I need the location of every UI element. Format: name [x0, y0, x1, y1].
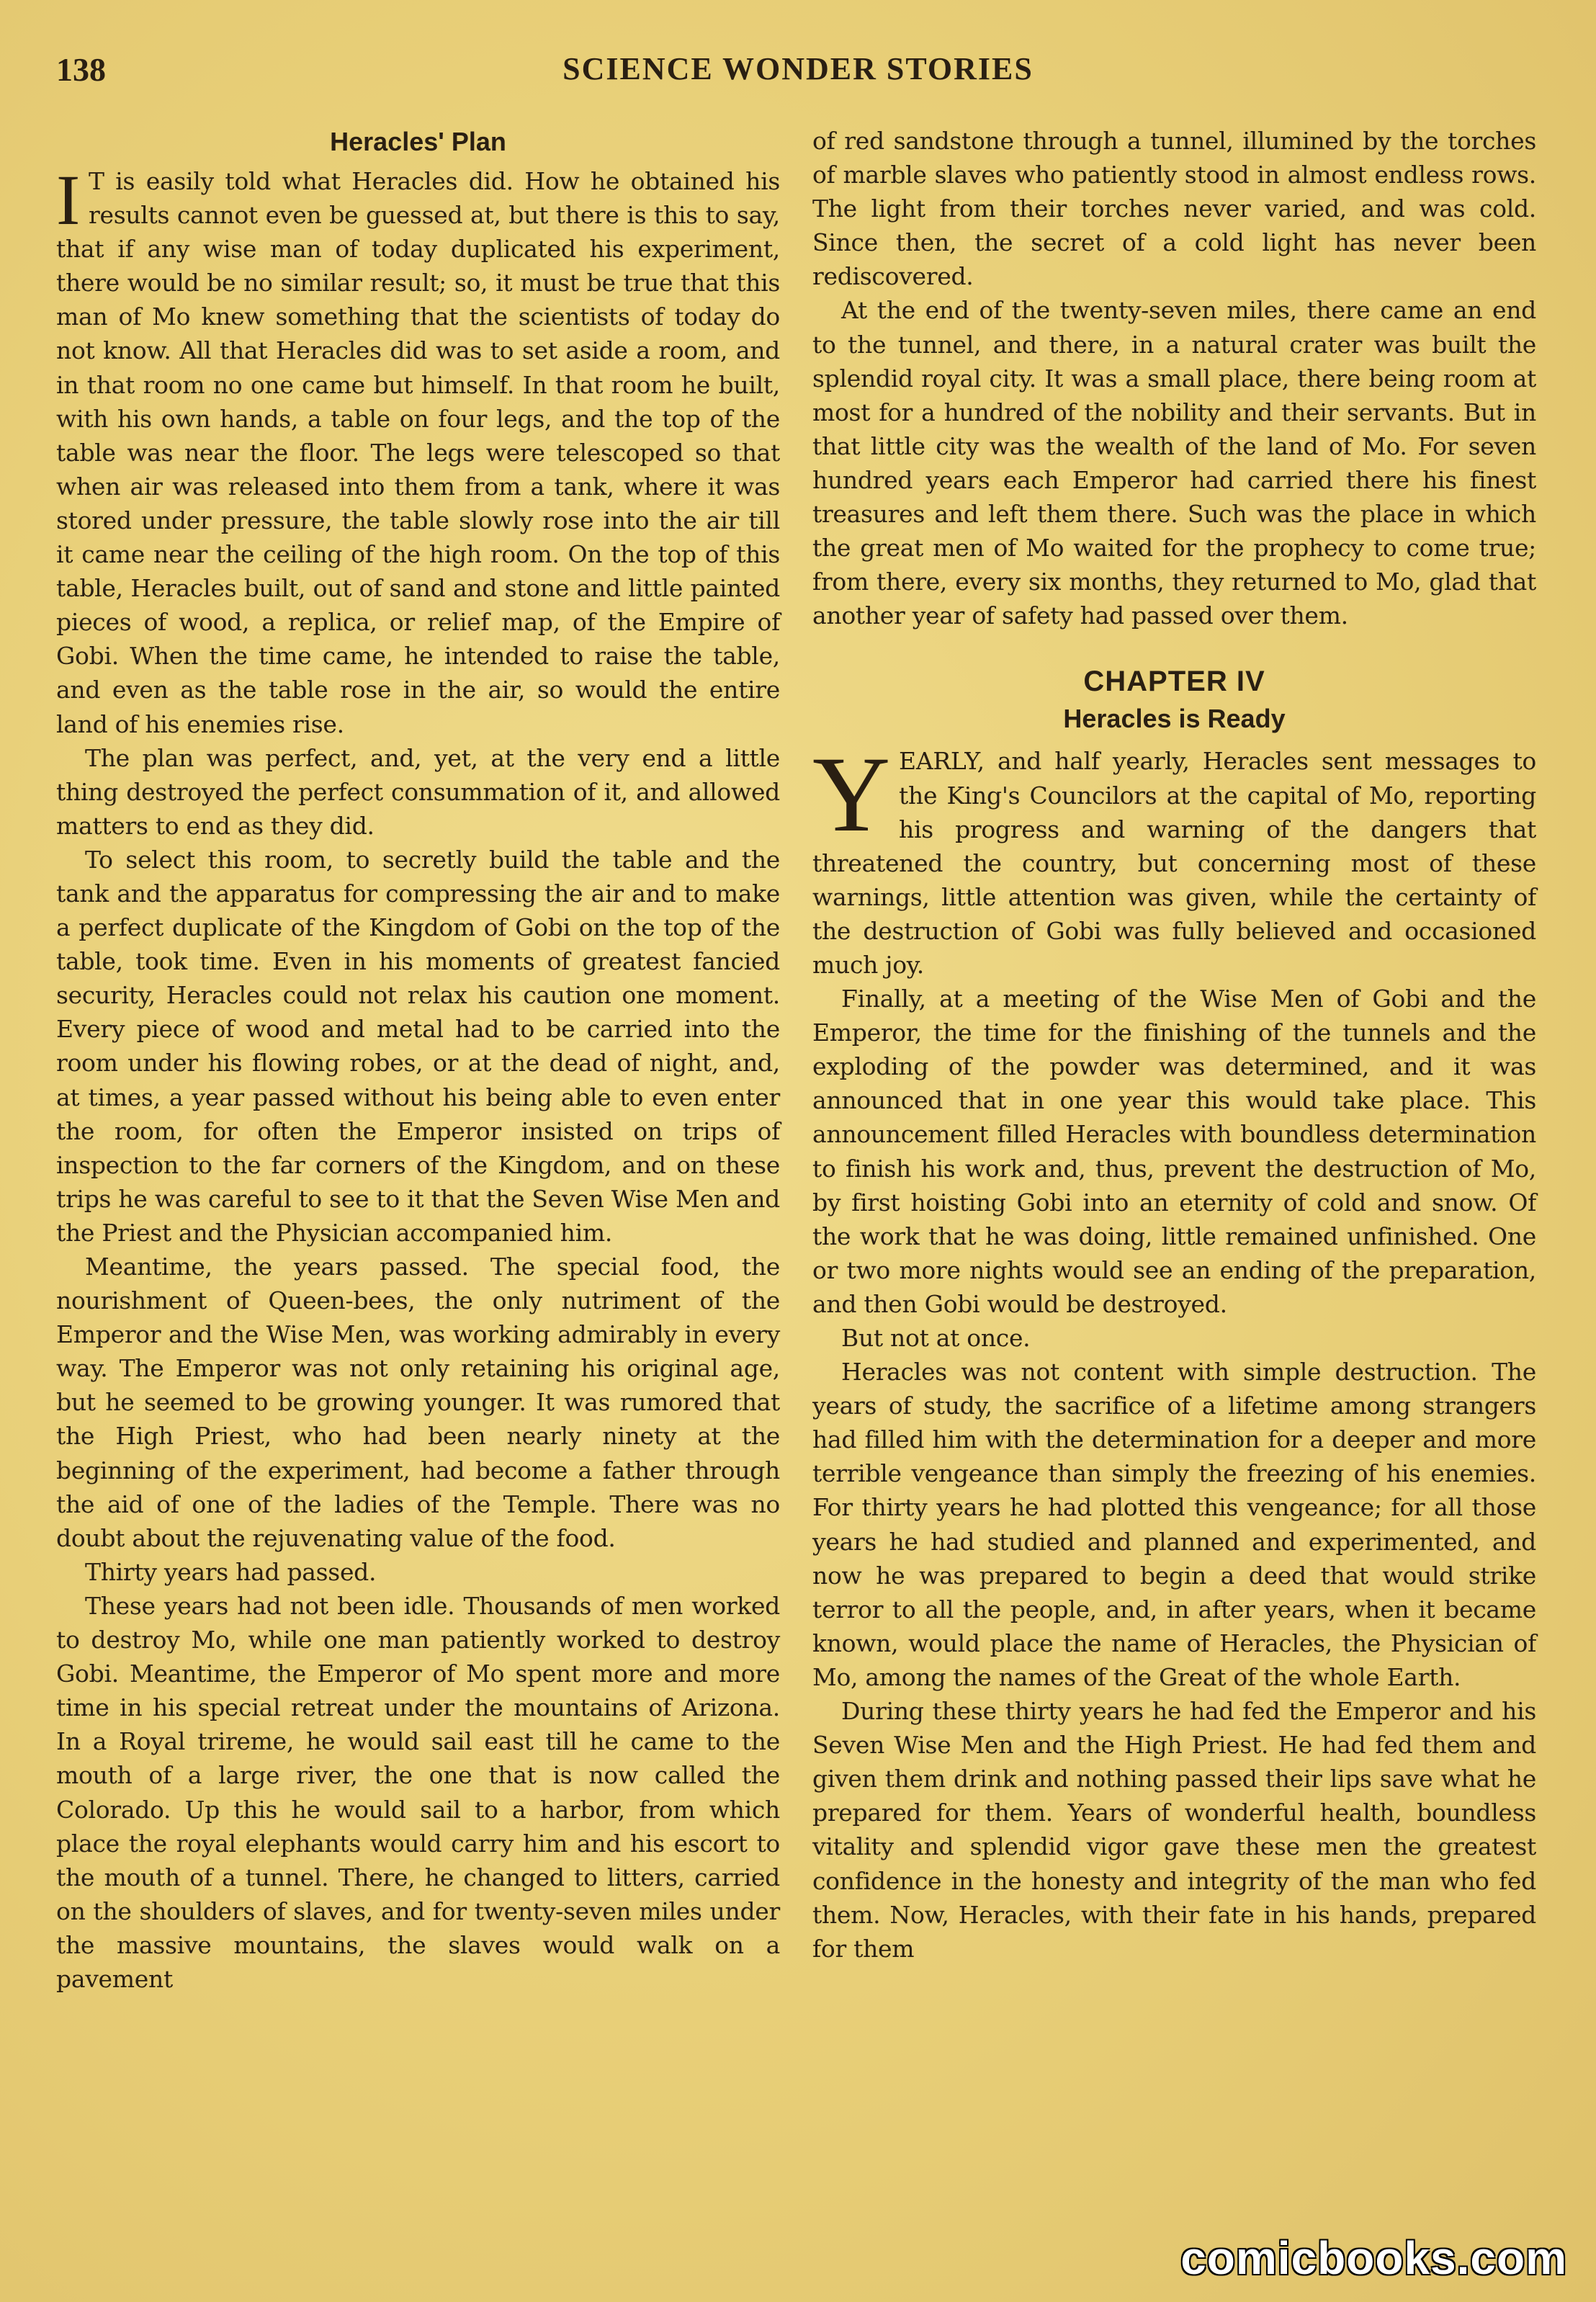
magazine-title: SCIENCE WONDER STORIES	[562, 51, 1034, 86]
paragraph: The plan was perfect, and, yet, at the very end a little thing destroyed the perfect consummation of it, and allowed matters to end as they did.	[56, 743, 780, 840]
watermark: comicbooks.com	[1180, 2232, 1567, 2284]
chapter-title: CHAPTER IV	[1083, 666, 1265, 698]
paragraph: Meantime, the years passed. The special food, the nourishment of Queen-bees, the only nutriment of the Emperor and the Wise Men, was working admirably in every way. The Emperor was not only retaining his original age, but he seemed to be growing younger. It was rumored that the High Priest, who had been nearly ninety at the beginning of the experiment, had become a father through the aid of one of the ladies of the Temple. There was no doubt about the rejuvenating value of the food.	[56, 1253, 780, 1552]
paragraph: But not at once.	[841, 1324, 1031, 1352]
drop-cap: I	[56, 160, 81, 240]
paragraph: To select this room, to secretly build the table and the tank and the apparatus for compressing the air and to make a perfect duplicate of the Kingdom of Gobi on the top of the table, took time. Even in his moments of greatest fancied security, Heracles could not relax his caution one moment. Every piece of wood and metal had to be carried into the room under his flowing robes, or at the dead of night, and, at times, a year passed without his being able to even enter the room, for often the Emperor insisted on trips of inspection to the far corners of the Kingdom, and on these trips he was careful to see to it that the Seven Wise Men and the Priest and the Physician accompanied him.	[56, 845, 780, 1247]
drop-cap: Y	[812, 735, 891, 855]
paragraph: Finally, at a meeting of the Wise Men of Gobi and the Emperor, the time for the finishing of the tunnels and the exploding of the powder was determined, and it was announced that in one year this would take place. This announcement filled Heracles with boundless determination to finish his work and, thus, prevent the destruction of Mo, by first hoisting Gobi into an eternity of cold and snow. Of the work that he was doing, little remained unfinished. One or two more nights would see an ending of the preparation, and then Gobi would be destroyed.	[812, 985, 1536, 1318]
section-title: Heracles' Plan	[330, 127, 506, 156]
paragraph	[812, 735, 1536, 982]
paragraph: Heracles was not content with simple destruction. The years of study, the sacrifice of a lifetime among strangers had filled him with the determination for a deeper and more terrible vengeance than simply the freezing of his enemies. For thirty years he had plotted this vengeance; for all those years he had studied and planned and experimented, and now he was prepared to begin a deed that would strike terror to all the people, and, in after years, when it became known, would place the name of Heracles, the Physician of Mo, among the names of the Great of the whole Earth.	[812, 1358, 1536, 1691]
right-column	[812, 124, 1536, 1966]
paragraph: At the end of the twenty-seven miles, there came an end to the tunnel, and there, in a natural crater was built the splendid royal city. It was a small place, there being room at most for a hundred of the nobility and their servants. But in that little city was the wealth of the land of Mo. For seven hundred years each Emperor had carried there his finest treasures and left them there. Such was the place in which the great men of Mo waited for the prophecy to come true; from there, every six months, they returned to Mo, glad that another year of safety had passed over them.	[812, 296, 1536, 630]
paragraph: These years had not been idle. Thousands of men worked to destroy Mo, while one man patiently worked to destroy Gobi. Meantime, the Emperor of Mo spent more and more time in his special retreat under the mountains of Arizona. In a Royal trireme, he would sail east till he came to the mouth of a large river, the one that is now called the Colorado. Up this he would sail to a harbor, from which place the royal elephants would carry him and his escort to the mouth of a tunnel. There, he changed to litters, carried on the shoulders of slaves, and for twenty-seven miles under the massive mountains, the slaves would walk on a pavement	[56, 1591, 780, 1993]
paragraph: of red sandstone through a tunnel, illumined by the torches of marble slaves who patiently stood in almost endless rows. The light from their torches never varied, and was cold. Since then, the secret of a cold light has never been rediscovered.	[812, 127, 1536, 291]
paragraph-text: EARLY, and half yearly, Heracles sent messages to the King's Councilors at the capital of Mo, reporting his progress and warning of the dangers that threatened the country, but concerning most of these warnings, little attention was given, while the certainty of the destruction of Gobi was fully believed and occasioned much joy.	[812, 747, 1536, 979]
paragraph: Thirty years had passed.	[85, 1557, 377, 1586]
paragraph-text: T is easily told what Heracles did. How he obtained his results cannot even be guessed at, but there is this to say, that if any wise man of today duplicated his experiment, there would be no similar result; so, it must be true that this man of Mo knew something that the scientists of today do not know. All that Heracles did was to set aside a room, and in that room no one came but himself. In that room he built, with his own hands, a table on four legs, and the top of the table was near the floor. The legs were telescoped so that when air was released into them from a tank, where it was stored under pressure, the table slowly rose into the air till it came near the ceiling of the high room. On the top of this table, Heracles built, out of sand and stone and little painted pieces of wood, a replica, or relief map, of the Empire of Gobi. When the time came, he intended to raise the table, and even as the table rose in the air, so would the entire land of his enemies rise.	[56, 167, 780, 738]
page-number: 138	[56, 51, 106, 88]
chapter-subtitle: Heracles is Ready	[1063, 704, 1286, 734]
left-column	[56, 124, 780, 1996]
paragraph: During these thirty years he had fed the Emperor and his Seven Wise Men and the High Priest. He had fed them and given them drink and nothing passed their lips save what he prepared for them. Years of wonderful health, boundless vitality and splendid vigor gave these men the greatest confidence in the honesty and integrity of the man who fed them. Now, Heracles, with their fate in his hands, prepared for them	[812, 1697, 1536, 1963]
page-header	[56, 50, 1540, 94]
paragraph	[56, 160, 780, 741]
